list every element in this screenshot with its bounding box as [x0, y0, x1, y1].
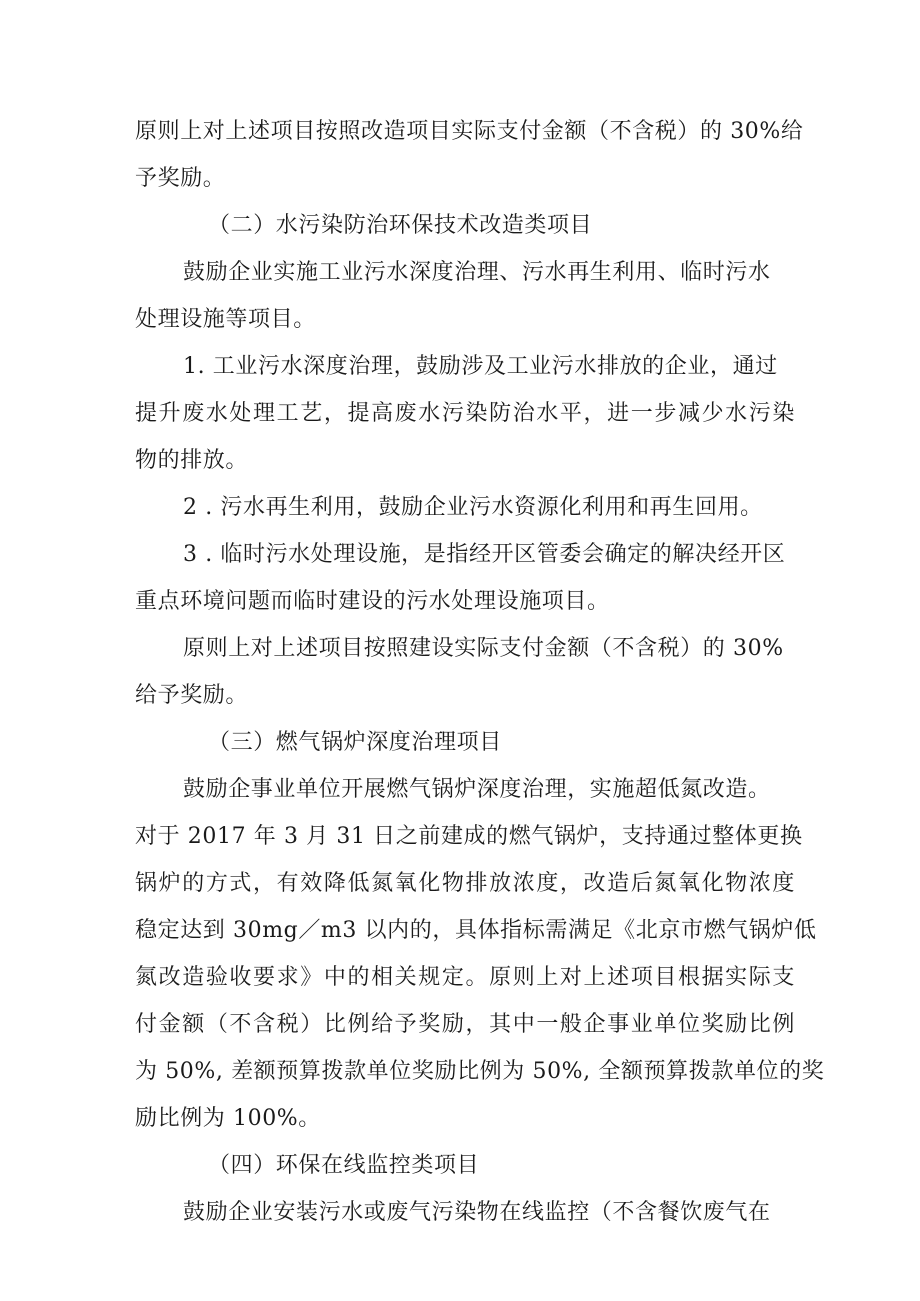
paragraph-line: 处理设施等项目。 [135, 307, 316, 332]
paragraph-line: 鼓励企业实施工业污水深度治理、污水再生利用、临时污水 [183, 260, 771, 285]
paragraph-line: 鼓励企事业单位开展燃气锅炉深度治理，实施超低氮改造。 [183, 777, 771, 802]
paragraph-line: 给予奖励。 [135, 683, 249, 708]
paragraph-line: 重点环境问题而临时建设的污水处理设施项目。 [135, 589, 610, 614]
section-heading-2: （二）水污染防治环保技术改造类项目 [208, 213, 593, 238]
paragraph-line: 原则上对上述项目按照改造项目实际支付金额（不含税）的 30%给 [135, 119, 804, 144]
paragraph-line: 励比例为 100%。 [135, 1106, 321, 1131]
paragraph-line: 稳定达到 30mg／m3 以内的，具体指标需满足《北京市燃气锅炉低 [135, 918, 817, 943]
paragraph-line: 3 . 临时污水处理设施，是指经开区管委会确定的解决经开区 [183, 542, 786, 567]
paragraph-line: 予奖励。 [135, 166, 226, 191]
paragraph-line: 提升废水处理工艺，提高废水污染防治水平，进一步减少水污染 [135, 401, 795, 426]
paragraph-line: 氮改造验收要求》中的相关规定。原则上对上述项目根据实际支 [135, 965, 795, 990]
paragraph-line: 物的排放。 [135, 448, 249, 473]
paragraph-line: 锅炉的方式，有效降低氮氧化物排放浓度，改造后氮氧化物浓度 [135, 871, 795, 896]
paragraph-line: 对于 2017 年 3 月 31 日之前建成的燃气锅炉，支持通过整体更换 [135, 824, 803, 849]
section-heading-4: （四）环保在线监控类项目 [208, 1153, 480, 1178]
paragraph-line: 鼓励企业安装污水或废气污染物在线监控（不含餐饮废气在 [183, 1200, 771, 1225]
paragraph-line: 付金额（不含税）比例给予奖励，其中一般企事业单位奖励比例 [135, 1012, 795, 1037]
section-heading-3: （三）燃气锅炉深度治理项目 [208, 730, 502, 755]
paragraph-line: 为 50%, 差额预算拨款单位奖励比例为 50%, 全额预算拨款单位的奖 [135, 1059, 825, 1084]
paragraph-line: 原则上对上述项目按照建设实际支付金额（不含税）的 30% [183, 636, 784, 661]
paragraph-line: 1. 工业污水深度治理，鼓励涉及工业污水排放的企业，通过 [183, 354, 778, 379]
paragraph-line: 2 . 污水再生利用，鼓励企业污水资源化利用和再生回用。 [183, 495, 763, 520]
